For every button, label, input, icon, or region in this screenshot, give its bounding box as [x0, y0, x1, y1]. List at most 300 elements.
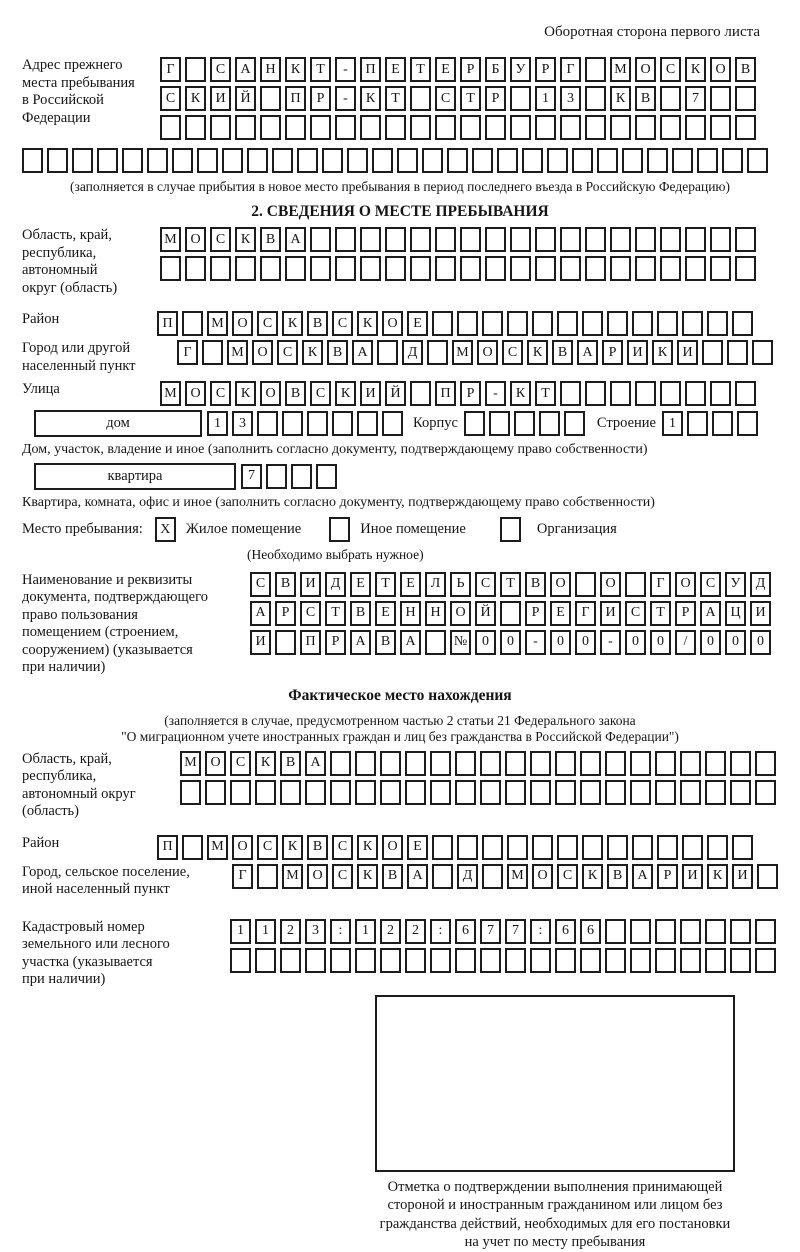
char-box[interactable] [630, 919, 651, 944]
char-box[interactable]: 3 [232, 411, 253, 436]
char-box[interactable]: О [382, 835, 403, 860]
char-box[interactable]: В [552, 340, 573, 365]
char-box[interactable] [360, 227, 381, 252]
char-box[interactable] [330, 751, 351, 776]
char-box[interactable] [260, 256, 281, 281]
char-box[interactable]: В [382, 864, 403, 889]
char-box[interactable]: В [607, 864, 628, 889]
char-box[interactable] [182, 835, 203, 860]
char-box[interactable] [385, 227, 406, 252]
char-box[interactable]: И [600, 601, 621, 626]
char-box[interactable]: П [435, 381, 456, 406]
char-box[interactable]: М [452, 340, 473, 365]
raion-row[interactable] [157, 311, 753, 336]
char-box[interactable] [355, 948, 376, 973]
char-box[interactable] [682, 835, 703, 860]
document-row-1[interactable] [250, 572, 771, 597]
char-box[interactable] [635, 227, 656, 252]
char-box[interactable]: П [157, 835, 178, 860]
char-box[interactable]: О [382, 311, 403, 336]
char-box[interactable] [605, 948, 626, 973]
char-box[interactable]: Р [460, 381, 481, 406]
char-box[interactable] [380, 948, 401, 973]
char-box[interactable] [710, 381, 731, 406]
char-box[interactable] [657, 311, 678, 336]
char-box[interactable] [605, 919, 626, 944]
char-box[interactable]: Н [425, 601, 446, 626]
char-box[interactable] [410, 381, 431, 406]
char-box[interactable] [355, 780, 376, 805]
char-box[interactable]: С [250, 572, 271, 597]
char-box[interactable] [610, 227, 631, 252]
kvartira-cells[interactable] [241, 464, 337, 489]
char-box[interactable] [185, 256, 206, 281]
char-box[interactable]: В [525, 572, 546, 597]
char-box[interactable] [685, 381, 706, 406]
char-box[interactable]: О [532, 864, 553, 889]
char-box[interactable] [580, 948, 601, 973]
char-box[interactable]: 0 [575, 630, 596, 655]
char-box[interactable]: С [332, 835, 353, 860]
char-box[interactable]: А [305, 751, 326, 776]
checkbox-inoe[interactable] [329, 517, 350, 542]
char-box[interactable] [630, 780, 651, 805]
char-box[interactable]: И [750, 601, 771, 626]
char-box[interactable]: Р [525, 601, 546, 626]
char-box[interactable] [702, 340, 723, 365]
char-box[interactable]: С [557, 864, 578, 889]
char-box[interactable] [730, 780, 751, 805]
char-box[interactable] [575, 572, 596, 597]
char-box[interactable] [505, 780, 526, 805]
char-box[interactable] [755, 780, 776, 805]
char-box[interactable] [505, 751, 526, 776]
char-box[interactable]: 1 [255, 919, 276, 944]
char-box[interactable] [535, 227, 556, 252]
char-box[interactable]: А [400, 630, 421, 655]
char-box[interactable] [535, 256, 556, 281]
char-box[interactable] [435, 227, 456, 252]
char-box[interactable] [205, 780, 226, 805]
char-box[interactable] [230, 780, 251, 805]
char-box[interactable]: К [652, 340, 673, 365]
char-box[interactable]: К [335, 381, 356, 406]
char-box[interactable]: 0 [725, 630, 746, 655]
char-box[interactable] [307, 411, 328, 436]
char-box[interactable] [482, 864, 503, 889]
char-box[interactable] [605, 780, 626, 805]
gorod-row[interactable] [177, 340, 773, 365]
char-box[interactable] [480, 780, 501, 805]
char-box[interactable]: И [732, 864, 753, 889]
char-box[interactable]: Л [425, 572, 446, 597]
char-box[interactable]: О [450, 601, 471, 626]
char-box[interactable]: В [275, 572, 296, 597]
kadastr-row-2[interactable] [230, 948, 776, 973]
char-box[interactable] [432, 835, 453, 860]
char-box[interactable] [482, 311, 503, 336]
document-row-3[interactable] [250, 630, 771, 655]
fact-gorod-row[interactable] [232, 864, 778, 889]
char-box[interactable]: М [207, 835, 228, 860]
char-box[interactable]: С [210, 381, 231, 406]
char-box[interactable]: 1 [355, 919, 376, 944]
char-box[interactable] [180, 780, 201, 805]
char-box[interactable]: А [250, 601, 271, 626]
char-box[interactable]: 0 [550, 630, 571, 655]
char-box[interactable]: В [285, 381, 306, 406]
char-box[interactable]: П [300, 630, 321, 655]
char-box[interactable]: 0 [650, 630, 671, 655]
char-box[interactable]: Р [675, 601, 696, 626]
stroenie-cells[interactable] [662, 411, 758, 436]
char-box[interactable]: Т [535, 381, 556, 406]
char-box[interactable] [360, 256, 381, 281]
char-box[interactable]: А [407, 864, 428, 889]
char-box[interactable]: С [257, 835, 278, 860]
char-box[interactable]: Т [500, 572, 521, 597]
char-box[interactable] [755, 948, 776, 973]
char-box[interactable]: К [510, 381, 531, 406]
char-box[interactable] [455, 948, 476, 973]
char-box[interactable] [310, 227, 331, 252]
char-box[interactable] [405, 751, 426, 776]
char-box[interactable]: 2 [405, 919, 426, 944]
char-box[interactable]: А [352, 340, 373, 365]
ulitsa-row[interactable] [160, 381, 756, 406]
char-box[interactable] [705, 780, 726, 805]
char-box[interactable] [505, 948, 526, 973]
char-box[interactable]: 6 [555, 919, 576, 944]
char-box[interactable] [630, 751, 651, 776]
char-box[interactable] [430, 751, 451, 776]
checkbox-zhiloe[interactable]: X [155, 517, 176, 542]
char-box[interactable] [625, 572, 646, 597]
char-box[interactable]: 0 [750, 630, 771, 655]
char-box[interactable] [585, 381, 606, 406]
char-box[interactable]: И [677, 340, 698, 365]
char-box[interactable] [230, 948, 251, 973]
char-box[interactable]: В [307, 835, 328, 860]
char-box[interactable]: В [280, 751, 301, 776]
char-box[interactable] [210, 256, 231, 281]
char-box[interactable]: : [530, 919, 551, 944]
char-box[interactable] [457, 835, 478, 860]
char-box[interactable]: Т [325, 601, 346, 626]
kadastr-row-1[interactable] [230, 919, 776, 944]
char-box[interactable] [605, 751, 626, 776]
char-box[interactable]: О [252, 340, 273, 365]
char-box[interactable]: И [360, 381, 381, 406]
char-box[interactable]: К [357, 311, 378, 336]
char-box[interactable]: И [627, 340, 648, 365]
char-box[interactable] [380, 780, 401, 805]
char-box[interactable] [582, 835, 603, 860]
korpus-cells[interactable] [464, 411, 585, 436]
char-box[interactable] [282, 411, 303, 436]
fact-oblast-row-2[interactable] [180, 780, 776, 805]
char-box[interactable]: О [477, 340, 498, 365]
char-box[interactable] [555, 948, 576, 973]
char-box[interactable] [464, 411, 485, 436]
char-box[interactable] [460, 227, 481, 252]
char-box[interactable] [285, 256, 306, 281]
char-box[interactable] [580, 780, 601, 805]
dom-cells[interactable] [207, 411, 403, 436]
char-box[interactable] [510, 256, 531, 281]
char-box[interactable] [735, 227, 756, 252]
char-box[interactable] [380, 751, 401, 776]
char-box[interactable] [255, 948, 276, 973]
char-box[interactable] [727, 340, 748, 365]
char-box[interactable] [530, 948, 551, 973]
char-box[interactable]: М [282, 864, 303, 889]
char-box[interactable] [585, 256, 606, 281]
char-box[interactable] [680, 780, 701, 805]
char-box[interactable] [705, 751, 726, 776]
char-box[interactable]: 0 [625, 630, 646, 655]
char-box[interactable]: А [577, 340, 598, 365]
char-box[interactable] [735, 256, 756, 281]
char-box[interactable]: С [502, 340, 523, 365]
char-box[interactable]: Г [575, 601, 596, 626]
char-box[interactable]: С [310, 381, 331, 406]
char-box[interactable]: № [450, 630, 471, 655]
char-box[interactable]: Т [650, 601, 671, 626]
char-box[interactable]: С [257, 311, 278, 336]
char-box[interactable] [730, 751, 751, 776]
char-box[interactable] [530, 751, 551, 776]
char-box[interactable] [655, 751, 676, 776]
char-box[interactable] [507, 311, 528, 336]
char-box[interactable] [655, 948, 676, 973]
char-box[interactable] [255, 780, 276, 805]
char-box[interactable] [257, 864, 278, 889]
char-box[interactable]: 0 [700, 630, 721, 655]
char-box[interactable] [377, 340, 398, 365]
char-box[interactable] [607, 835, 628, 860]
char-box[interactable]: В [307, 311, 328, 336]
char-box[interactable]: О [205, 751, 226, 776]
char-box[interactable]: М [180, 751, 201, 776]
char-box[interactable] [257, 411, 278, 436]
char-box[interactable] [732, 311, 753, 336]
char-box[interactable]: - [525, 630, 546, 655]
char-box[interactable] [610, 381, 631, 406]
char-box[interactable] [680, 948, 701, 973]
char-box[interactable]: Е [375, 601, 396, 626]
char-box[interactable]: К [302, 340, 323, 365]
char-box[interactable]: Т [375, 572, 396, 597]
char-box[interactable]: С [332, 311, 353, 336]
char-box[interactable] [530, 780, 551, 805]
char-box[interactable] [532, 311, 553, 336]
char-box[interactable]: : [430, 919, 451, 944]
char-box[interactable] [305, 780, 326, 805]
char-box[interactable]: В [327, 340, 348, 365]
char-box[interactable]: 0 [475, 630, 496, 655]
char-box[interactable] [291, 464, 312, 489]
char-box[interactable]: О [675, 572, 696, 597]
char-box[interactable] [712, 411, 733, 436]
char-box[interactable] [202, 340, 223, 365]
char-box[interactable] [382, 411, 403, 436]
char-box[interactable]: 0 [500, 630, 521, 655]
char-box[interactable]: П [157, 311, 178, 336]
char-box[interactable]: 3 [305, 919, 326, 944]
char-box[interactable]: Е [550, 601, 571, 626]
oblast-row-1[interactable] [160, 227, 756, 252]
char-box[interactable]: К [527, 340, 548, 365]
char-box[interactable] [560, 256, 581, 281]
char-box[interactable] [432, 864, 453, 889]
char-box[interactable] [582, 311, 603, 336]
char-box[interactable]: О [260, 381, 281, 406]
char-box[interactable] [385, 256, 406, 281]
char-box[interactable]: Ь [450, 572, 471, 597]
char-box[interactable] [316, 464, 337, 489]
char-box[interactable]: Д [750, 572, 771, 597]
char-box[interactable]: С [332, 864, 353, 889]
char-box[interactable]: Ц [725, 601, 746, 626]
char-box[interactable]: - [485, 381, 506, 406]
char-box[interactable]: М [507, 864, 528, 889]
char-box[interactable]: К [707, 864, 728, 889]
char-box[interactable] [735, 381, 756, 406]
char-box[interactable]: О [307, 864, 328, 889]
char-box[interactable]: / [675, 630, 696, 655]
char-box[interactable] [607, 311, 628, 336]
char-box[interactable] [330, 948, 351, 973]
char-box[interactable]: О [550, 572, 571, 597]
char-box[interactable] [730, 919, 751, 944]
char-box[interactable]: К [235, 381, 256, 406]
char-box[interactable] [707, 835, 728, 860]
char-box[interactable] [410, 227, 431, 252]
char-box[interactable]: К [357, 864, 378, 889]
char-box[interactable] [680, 751, 701, 776]
char-box[interactable]: А [700, 601, 721, 626]
char-box[interactable] [332, 411, 353, 436]
char-box[interactable]: К [282, 311, 303, 336]
char-box[interactable] [457, 311, 478, 336]
char-box[interactable] [705, 948, 726, 973]
char-box[interactable]: Й [385, 381, 406, 406]
char-box[interactable] [655, 780, 676, 805]
char-box[interactable]: Г [177, 340, 198, 365]
char-box[interactable] [425, 630, 446, 655]
char-box[interactable]: 6 [455, 919, 476, 944]
char-box[interactable] [405, 948, 426, 973]
char-box[interactable]: 1 [207, 411, 228, 436]
char-box[interactable]: Г [232, 864, 253, 889]
char-box[interactable] [560, 227, 581, 252]
char-box[interactable] [235, 256, 256, 281]
char-box[interactable]: 1 [662, 411, 683, 436]
char-box[interactable] [500, 601, 521, 626]
document-row-2[interactable] [250, 601, 771, 626]
char-box[interactable]: С [210, 227, 231, 252]
char-box[interactable] [460, 256, 481, 281]
char-box[interactable]: А [285, 227, 306, 252]
char-box[interactable]: С [230, 751, 251, 776]
char-box[interactable] [357, 411, 378, 436]
char-box[interactable] [435, 256, 456, 281]
char-box[interactable]: К [357, 835, 378, 860]
char-box[interactable]: И [250, 630, 271, 655]
char-box[interactable] [330, 780, 351, 805]
char-box[interactable]: О [185, 227, 206, 252]
char-box[interactable] [485, 256, 506, 281]
char-box[interactable]: А [350, 630, 371, 655]
char-box[interactable] [507, 835, 528, 860]
char-box[interactable] [660, 381, 681, 406]
char-box[interactable]: С [475, 572, 496, 597]
char-box[interactable]: 7 [241, 464, 262, 489]
char-box[interactable] [560, 381, 581, 406]
char-box[interactable]: Е [350, 572, 371, 597]
char-box[interactable] [305, 948, 326, 973]
char-box[interactable]: 7 [505, 919, 526, 944]
char-box[interactable] [539, 411, 560, 436]
char-box[interactable] [480, 751, 501, 776]
char-box[interactable] [687, 411, 708, 436]
char-box[interactable] [427, 340, 448, 365]
char-box[interactable] [752, 340, 773, 365]
char-box[interactable] [635, 381, 656, 406]
char-box[interactable] [557, 311, 578, 336]
char-box[interactable]: М [160, 381, 181, 406]
fact-raion-row[interactable] [157, 835, 753, 860]
char-box[interactable] [635, 256, 656, 281]
char-box[interactable] [555, 780, 576, 805]
char-box[interactable] [410, 256, 431, 281]
char-box[interactable]: 7 [480, 919, 501, 944]
char-box[interactable] [275, 630, 296, 655]
oblast-row-2[interactable] [160, 256, 756, 281]
char-box[interactable] [632, 311, 653, 336]
char-box[interactable] [707, 311, 728, 336]
char-box[interactable] [730, 948, 751, 973]
char-box[interactable]: К [255, 751, 276, 776]
char-box[interactable] [555, 751, 576, 776]
char-box[interactable] [430, 780, 451, 805]
char-box[interactable] [610, 256, 631, 281]
char-box[interactable]: Р [325, 630, 346, 655]
char-box[interactable] [682, 311, 703, 336]
char-box[interactable] [160, 256, 181, 281]
char-box[interactable]: М [207, 311, 228, 336]
checkbox-organizatsiya[interactable] [500, 517, 521, 542]
char-box[interactable] [335, 227, 356, 252]
char-box[interactable] [564, 411, 585, 436]
fact-oblast-row-1[interactable] [180, 751, 776, 776]
char-box[interactable]: О [600, 572, 621, 597]
char-box[interactable] [557, 835, 578, 860]
char-box[interactable] [585, 227, 606, 252]
char-box[interactable]: С [300, 601, 321, 626]
char-box[interactable]: Р [275, 601, 296, 626]
char-box[interactable] [355, 751, 376, 776]
char-box[interactable]: С [700, 572, 721, 597]
char-box[interactable] [480, 948, 501, 973]
char-box[interactable] [685, 227, 706, 252]
char-box[interactable]: И [682, 864, 703, 889]
char-box[interactable] [405, 780, 426, 805]
char-box[interactable]: О [232, 311, 253, 336]
char-box[interactable] [710, 256, 731, 281]
char-box[interactable]: У [725, 572, 746, 597]
